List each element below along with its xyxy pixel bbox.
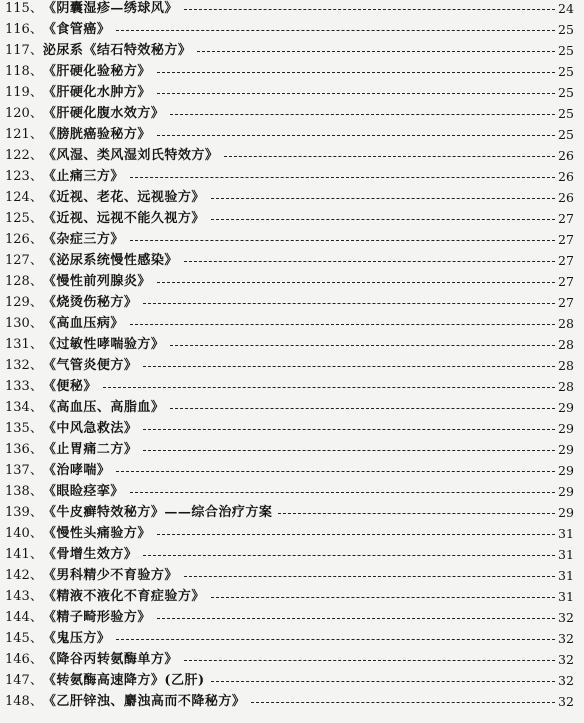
- toc-entry-title: 《烧烫伤秘方》: [42, 295, 138, 310]
- dotted-leader: [170, 345, 555, 346]
- toc-entry-page-number: 25: [558, 64, 574, 79]
- dotted-leader: [251, 702, 555, 703]
- toc-entry-number: 118、: [5, 64, 43, 79]
- dotted-leader: [116, 471, 555, 472]
- dotted-leader: [211, 219, 555, 220]
- toc-entry-page-number: 28: [558, 379, 574, 394]
- dotted-leader: [170, 408, 555, 409]
- dotted-leader: [143, 450, 555, 451]
- toc-entry: [0, 355, 584, 376]
- toc-entry-page-number: 25: [558, 106, 574, 121]
- toc-entry-number: 119、: [5, 85, 43, 100]
- toc-entry-title: 《慢性前列腺炎》: [42, 274, 151, 289]
- toc-entry-page-number: 29: [558, 442, 574, 457]
- toc-entry-number: 132、: [5, 358, 43, 373]
- toc-entry: [0, 565, 584, 586]
- toc-entry-page-number: 32: [558, 673, 574, 688]
- toc-entry-page-number: 25: [558, 22, 574, 37]
- dotted-leader: [197, 51, 555, 52]
- toc-entry-title: 《肝硬化验秘方》: [42, 64, 151, 79]
- toc-entry-title: 《男科精少不育验方》: [42, 568, 178, 583]
- toc-entry-title: 《止痛三方》: [42, 169, 124, 184]
- toc-entry: [0, 145, 584, 166]
- toc-entry: [0, 166, 584, 187]
- dotted-leader: [184, 9, 555, 10]
- toc-entry-number: 125、: [5, 211, 43, 226]
- toc-entry-page-number: 26: [558, 169, 574, 184]
- toc-entry-page-number: 26: [558, 190, 574, 205]
- toc-entry-number: 128、: [5, 274, 43, 289]
- toc-entry: [0, 19, 584, 40]
- toc-entry-number: 139、: [5, 505, 43, 520]
- toc-entry-title: 《转氨酶高速降方》(乙肝): [42, 673, 205, 688]
- toc-entry-number: 144、: [5, 610, 43, 625]
- toc-entry-number: 130、: [5, 316, 43, 331]
- toc-entry-page-number: 24: [558, 1, 574, 16]
- toc-entry-number: 122、: [5, 148, 43, 163]
- toc-entry-title: 《近视、远视不能久视方》: [42, 211, 205, 226]
- toc-entry-title: 《肝硬化水肿方》: [42, 85, 151, 100]
- toc-entry-number: 142、: [5, 568, 43, 583]
- toc-entry-page-number: 27: [558, 295, 574, 310]
- toc-entry-number: 120、: [5, 106, 43, 121]
- toc-entry-page-number: 26: [558, 148, 574, 163]
- toc-entry-number: 137、: [5, 463, 43, 478]
- toc-entry-title: 《止胃痛二方》: [42, 442, 138, 457]
- toc-entry-page-number: 31: [558, 568, 574, 583]
- dotted-leader: [143, 555, 555, 556]
- toc-entry-title: 《牛皮癣特效秘方》——综合治疗方案: [42, 505, 273, 520]
- toc-entry: [0, 40, 584, 61]
- dotted-leader: [157, 282, 555, 283]
- dotted-leader: [130, 492, 555, 493]
- toc-entry-number: 148、: [5, 694, 43, 709]
- dotted-leader: [157, 72, 555, 73]
- toc-entry-number: 140、: [5, 526, 43, 541]
- toc-entry-title: 《风湿、类风湿刘氏特效方》: [42, 148, 219, 163]
- dotted-leader: [170, 114, 555, 115]
- toc-entry-number: 131、: [5, 337, 43, 352]
- toc-entry-number: 143、: [5, 589, 43, 604]
- toc-entry: [0, 418, 584, 439]
- toc-entry-title: 《精子畸形验方》: [42, 610, 151, 625]
- toc-entry: [0, 649, 584, 670]
- toc-entry: [0, 334, 584, 355]
- toc-entry-number: 124、: [5, 190, 43, 205]
- dotted-leader: [143, 303, 555, 304]
- toc-entry-number: 129、: [5, 295, 43, 310]
- toc-entry-number: 121、: [5, 127, 43, 142]
- toc-entry-page-number: 29: [558, 505, 574, 520]
- toc-entry-number: 141、: [5, 547, 43, 562]
- toc-entry-page-number: 27: [558, 274, 574, 289]
- toc-entry-page-number: 32: [558, 610, 574, 625]
- toc-entry: [0, 691, 584, 712]
- toc-entry-number: 115、: [5, 1, 43, 16]
- dotted-leader: [130, 240, 555, 241]
- toc-entry-title: 《高血压病》: [42, 316, 124, 331]
- toc-entry-title: 《鬼压方》: [42, 631, 111, 646]
- dotted-leader: [130, 324, 555, 325]
- toc-entry: [0, 607, 584, 628]
- toc-entry-page-number: 25: [558, 127, 574, 142]
- toc-entry: [0, 271, 584, 292]
- toc-entry-title: 《慢性头痛验方》: [42, 526, 151, 541]
- toc-entry-page-number: 31: [558, 589, 574, 604]
- toc-entry-page-number: 29: [558, 484, 574, 499]
- toc-entry: [0, 124, 584, 145]
- toc-entry-title: 《中风急救法》: [42, 421, 138, 436]
- dotted-leader: [184, 261, 555, 262]
- toc-entry-page-number: 27: [558, 253, 574, 268]
- dotted-leader: [184, 576, 555, 577]
- toc-entry-title: 《气管炎便方》: [42, 358, 138, 373]
- toc-entry: [0, 397, 584, 418]
- toc-entry: [0, 439, 584, 460]
- toc-entry-title: 《骨增生效方》: [42, 547, 138, 562]
- toc-entry: [0, 82, 584, 103]
- dotted-leader: [143, 366, 555, 367]
- dotted-leader: [157, 135, 555, 136]
- toc-entry-page-number: 29: [558, 463, 574, 478]
- toc-entry-title: 《膀胱癌验秘方》: [42, 127, 151, 142]
- toc-entry-number: 116、: [5, 22, 43, 37]
- toc-entry-page-number: 28: [558, 337, 574, 352]
- toc-entry: [0, 586, 584, 607]
- toc-entry-number: 133、: [5, 379, 43, 394]
- toc-entry: [0, 313, 584, 334]
- toc-entry-number: 135、: [5, 421, 43, 436]
- toc-entry-title: 《肝硬化腹水效方》: [42, 106, 165, 121]
- toc-entry: [0, 292, 584, 313]
- toc-entry-title: 《眼睑痉挛》: [42, 484, 124, 499]
- toc-entry: [0, 670, 584, 691]
- toc-entry: [0, 523, 584, 544]
- dotted-leader: [184, 660, 555, 661]
- toc-entry-title: 《食管癌》: [42, 22, 111, 37]
- toc-entry: [0, 502, 584, 523]
- toc-entry-title: 《便秘》: [42, 379, 97, 394]
- toc-entry-page-number: 32: [558, 652, 574, 667]
- dotted-leader: [103, 387, 555, 388]
- dotted-leader: [211, 597, 555, 598]
- toc-entry-number: 134、: [5, 400, 43, 415]
- dotted-leader: [116, 639, 555, 640]
- toc-entry: [0, 187, 584, 208]
- dotted-leader: [157, 93, 555, 94]
- toc-entry-number: 146、: [5, 652, 43, 667]
- toc-entry-number: 123、: [5, 169, 43, 184]
- toc-entry-title: 《杂症三方》: [42, 232, 124, 247]
- toc-entry-title: 《泌尿系统慢性感染》: [42, 253, 178, 268]
- toc-entry-title: 《降谷丙转氨酶单方》: [42, 652, 178, 667]
- toc-entry: [0, 460, 584, 481]
- toc-entry-title: 《阴囊湿疹—绣球风》: [42, 1, 178, 16]
- toc-entry-page-number: 28: [558, 316, 574, 331]
- toc-entry-number: 127、: [5, 253, 43, 268]
- toc-entry-title: 《精液不液化不育症验方》: [42, 589, 205, 604]
- toc-entry-page-number: 29: [558, 400, 574, 415]
- toc-entry: [0, 544, 584, 565]
- dotted-leader: [157, 534, 555, 535]
- toc-entry: [0, 376, 584, 397]
- toc-entry-title: 泌尿系《结石特效秘方》: [42, 43, 192, 58]
- dotted-leader: [278, 513, 555, 514]
- dotted-leader: [130, 177, 555, 178]
- toc-entry-page-number: 28: [558, 358, 574, 373]
- toc-entry-page-number: 25: [558, 43, 574, 58]
- toc-entry-page-number: 32: [558, 631, 574, 646]
- toc-entry-number: 147、: [5, 673, 43, 688]
- toc-entry: [0, 229, 584, 250]
- toc-entry-page-number: 25: [558, 85, 574, 100]
- toc-entry: [0, 628, 584, 649]
- toc-entry-page-number: 29: [558, 421, 574, 436]
- toc-entry: [0, 61, 584, 82]
- toc-entry-number: 145、: [5, 631, 43, 646]
- dotted-leader: [143, 429, 555, 430]
- toc-entry-number: 138、: [5, 484, 43, 499]
- toc-entry-title: 《近视、老花、远视验方》: [42, 190, 205, 205]
- toc-entry: [0, 250, 584, 271]
- dotted-leader: [157, 618, 555, 619]
- toc-entry-page-number: 32: [558, 694, 574, 709]
- toc-entry-title: 《乙肝锌浊、麝浊高而不降秘方》: [42, 694, 246, 709]
- toc-entry-page-number: 27: [558, 232, 574, 247]
- dotted-leader: [211, 681, 555, 682]
- toc-entry: [0, 481, 584, 502]
- toc-entry-number: 136、: [5, 442, 43, 457]
- toc-entry-page-number: 31: [558, 547, 574, 562]
- toc-entry-title: 《治哮喘》: [42, 463, 111, 478]
- dotted-leader: [211, 198, 555, 199]
- dotted-leader: [224, 156, 555, 157]
- toc-entry-page-number: 31: [558, 526, 574, 541]
- toc-entry-number: 126、: [5, 232, 43, 247]
- toc-entry-page-number: 27: [558, 211, 574, 226]
- toc-entry-number: 117、: [5, 43, 43, 58]
- toc-entry-title: 《高血压、高脂血》: [42, 400, 165, 415]
- toc-entry: [0, 0, 584, 19]
- toc-entry: [0, 103, 584, 124]
- toc-entry: [0, 208, 584, 229]
- toc-entry-title: 《过敏性哮喘验方》: [42, 337, 165, 352]
- dotted-leader: [116, 30, 555, 31]
